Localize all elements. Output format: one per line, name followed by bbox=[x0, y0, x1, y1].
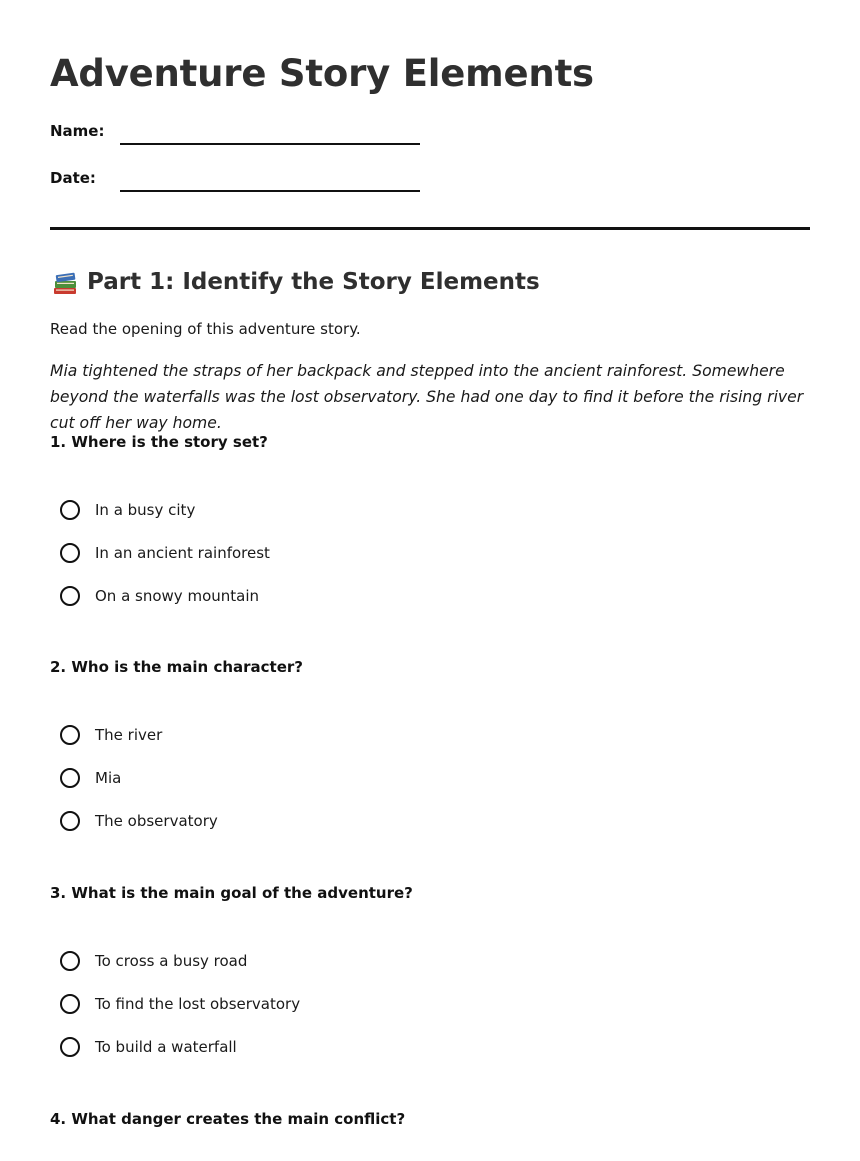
answer-option[interactable] bbox=[60, 1035, 237, 1059]
option-label: In an ancient rainforest bbox=[95, 544, 270, 562]
answer-option[interactable] bbox=[60, 541, 270, 565]
question-2: 2. Who is the main character? bbox=[50, 658, 303, 676]
instructions-text: Read the opening of this adventure story. bbox=[50, 320, 361, 338]
radio-button[interactable] bbox=[60, 586, 80, 606]
answer-option[interactable] bbox=[60, 949, 247, 973]
option-label: On a snowy mountain bbox=[95, 587, 260, 605]
radio-button[interactable] bbox=[60, 811, 80, 831]
option-label: Mia bbox=[95, 769, 122, 787]
radio-button[interactable] bbox=[60, 543, 80, 563]
books-icon bbox=[52, 270, 78, 296]
option-label: The river bbox=[95, 726, 163, 744]
answer-option[interactable] bbox=[60, 498, 195, 522]
answer-option[interactable] bbox=[60, 809, 218, 833]
radio-button[interactable] bbox=[60, 500, 80, 520]
question-3: 3. What is the main goal of the adventure? bbox=[50, 884, 413, 902]
option-label: To cross a busy road bbox=[95, 952, 248, 970]
answer-option[interactable] bbox=[60, 766, 121, 790]
date-field[interactable] bbox=[120, 190, 420, 192]
radio-button[interactable] bbox=[60, 994, 80, 1014]
story-passage: Mia tightened the straps of her backpack and stepped into the ancient rainforest. Somewhere beyond the waterfalls was the lost observatory. She had one day to find it before the rising river cut off her way home. bbox=[50, 362, 804, 432]
date-label: Date: bbox=[50, 169, 96, 187]
question-1: 1. Where is the story set? bbox=[50, 433, 268, 451]
radio-button[interactable] bbox=[60, 768, 80, 788]
question-4: 4. What danger creates the main conflict? bbox=[50, 1110, 406, 1128]
option-label: To build a waterfall bbox=[95, 1038, 237, 1056]
name-label: Name: bbox=[50, 122, 105, 140]
option-label: The observatory bbox=[95, 812, 218, 830]
header-divider bbox=[50, 227, 810, 230]
radio-button[interactable] bbox=[60, 1037, 80, 1057]
answer-option[interactable] bbox=[60, 992, 300, 1016]
worksheet-title: Adventure Story Elements bbox=[50, 52, 594, 95]
section-title: Part 1: Identify the Story Elements bbox=[87, 269, 540, 295]
option-label: To find the lost observatory bbox=[95, 995, 301, 1013]
radio-button[interactable] bbox=[60, 725, 80, 745]
name-field[interactable] bbox=[120, 143, 420, 145]
answer-option[interactable] bbox=[60, 584, 259, 608]
option-label: In a busy city bbox=[95, 501, 196, 519]
radio-button[interactable] bbox=[60, 951, 80, 971]
answer-option[interactable] bbox=[60, 723, 162, 747]
